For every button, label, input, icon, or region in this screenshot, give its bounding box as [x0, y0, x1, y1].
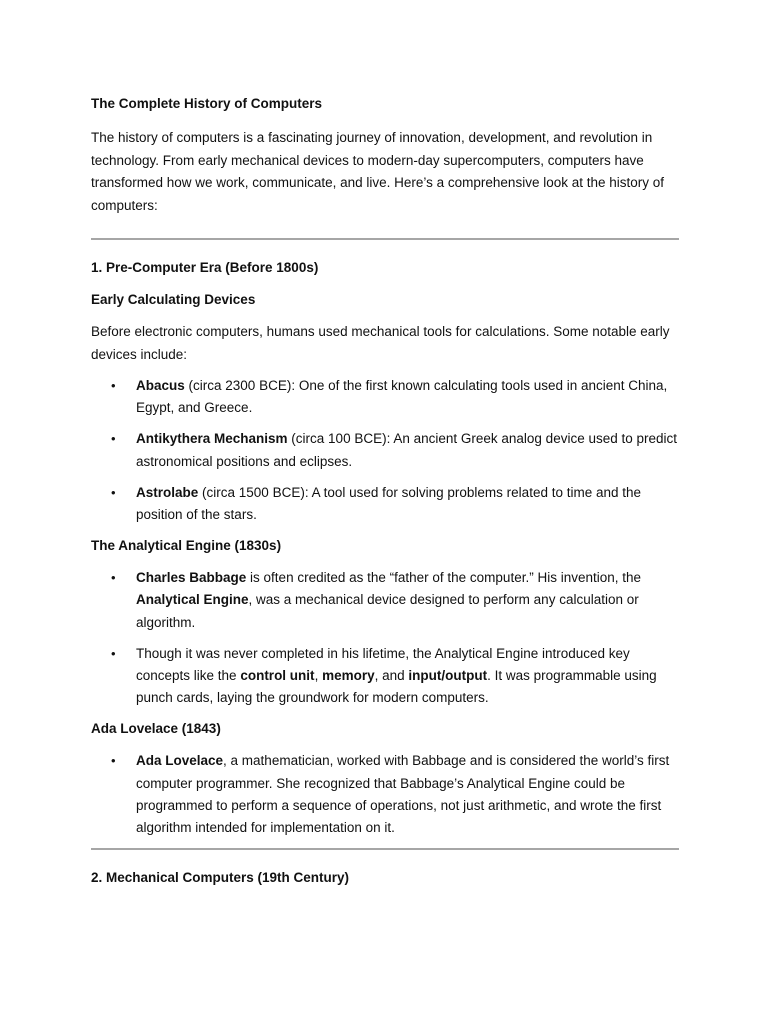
list-item	[91, 567, 681, 634]
ada-lovelace-list	[91, 750, 681, 839]
term-abacus: Abacus	[136, 378, 185, 393]
item-text: Though it was never completed in his lifetime, the Analytical Engine introduced key concepts like the	[136, 645, 630, 684]
item-text: ,	[314, 668, 323, 684]
document-title: The Complete History of Computers	[91, 96, 323, 111]
section-heading-mechanical-computers: 2. Mechanical Computers (19th Century)	[91, 870, 350, 886]
term-memory: memory	[322, 668, 375, 684]
list-item	[91, 482, 681, 526]
item-text: (circa 100 BCE): An ancient Greek analog device used to predict astronomical positions and eclipses.	[136, 431, 678, 469]
list-item	[91, 428, 681, 472]
document-body	[91, 93, 681, 899]
intro-paragraph: The history of computers is a fascinating journey of innovation, development, and revolution in technology. From early mechanical devices to modern-day supercomputers, computers have transformed how we work, communicate, and live. Here’s a comprehensive look at the history of computers:	[91, 130, 665, 213]
bullet-icon: •	[111, 378, 116, 393]
bullet-icon: •	[111, 570, 116, 586]
list-item	[91, 643, 681, 710]
bullet-icon: •	[111, 431, 116, 447]
early-devices-list	[91, 375, 681, 526]
bullet-icon: •	[111, 484, 116, 500]
early-devices-paragraph: Before electronic computers, humans used mechanical tools for calculations. Some notable early devices include:	[91, 324, 670, 362]
item-text: is often credited as the “father of the computer.” His invention, the	[246, 570, 642, 586]
bullet-icon: •	[111, 753, 116, 769]
term-input-output: input/output	[408, 668, 488, 684]
term-astrolabe: Astrolabe	[136, 484, 199, 500]
term-analytical-engine: Analytical Engine	[136, 592, 249, 608]
term-control-unit: control unit	[240, 668, 315, 684]
analytical-engine-list	[91, 567, 681, 709]
term-ada-lovelace: Ada Lovelace	[136, 753, 224, 769]
subheading-ada-lovelace: Ada Lovelace (1843)	[91, 721, 221, 737]
term-charles-babbage: Charles Babbage	[136, 570, 247, 586]
bullet-icon: •	[111, 645, 116, 661]
list-item	[91, 750, 681, 839]
subheading-analytical-engine: The Analytical Engine (1830s)	[91, 538, 282, 554]
list-item	[91, 375, 681, 419]
subheading-early-calculating-devices: Early Calculating Devices	[91, 292, 256, 307]
item-text: . It was programmable using punch cards, laying the groundwork for modern computers.	[136, 668, 657, 706]
section-divider	[91, 238, 679, 240]
section-heading-pre-computer-era: 1. Pre-Computer Era (Before 1800s)	[91, 260, 319, 275]
section-divider	[91, 848, 679, 850]
term-antikythera: Antikythera Mechanism	[136, 431, 288, 447]
item-text: , a mathematician, worked with Babbage and is considered the world’s first computer programmer. She recognized that Babbage’s Analytical Engine could be programmed to perform a sequence of operations, not just arithmetic, and wrote the first algorithm intended for implementation on it.	[136, 753, 670, 836]
item-text: , and	[374, 668, 409, 684]
item-text: (circa 2300 BCE): One of the first known calculating tools used in ancient China, Egypt, and Greece.	[136, 378, 668, 416]
item-text: (circa 1500 BCE): A tool used for solving problems related to time and the position of the stars.	[136, 484, 642, 523]
item-text: , was a mechanical device designed to perform any calculation or algorithm.	[136, 592, 639, 630]
